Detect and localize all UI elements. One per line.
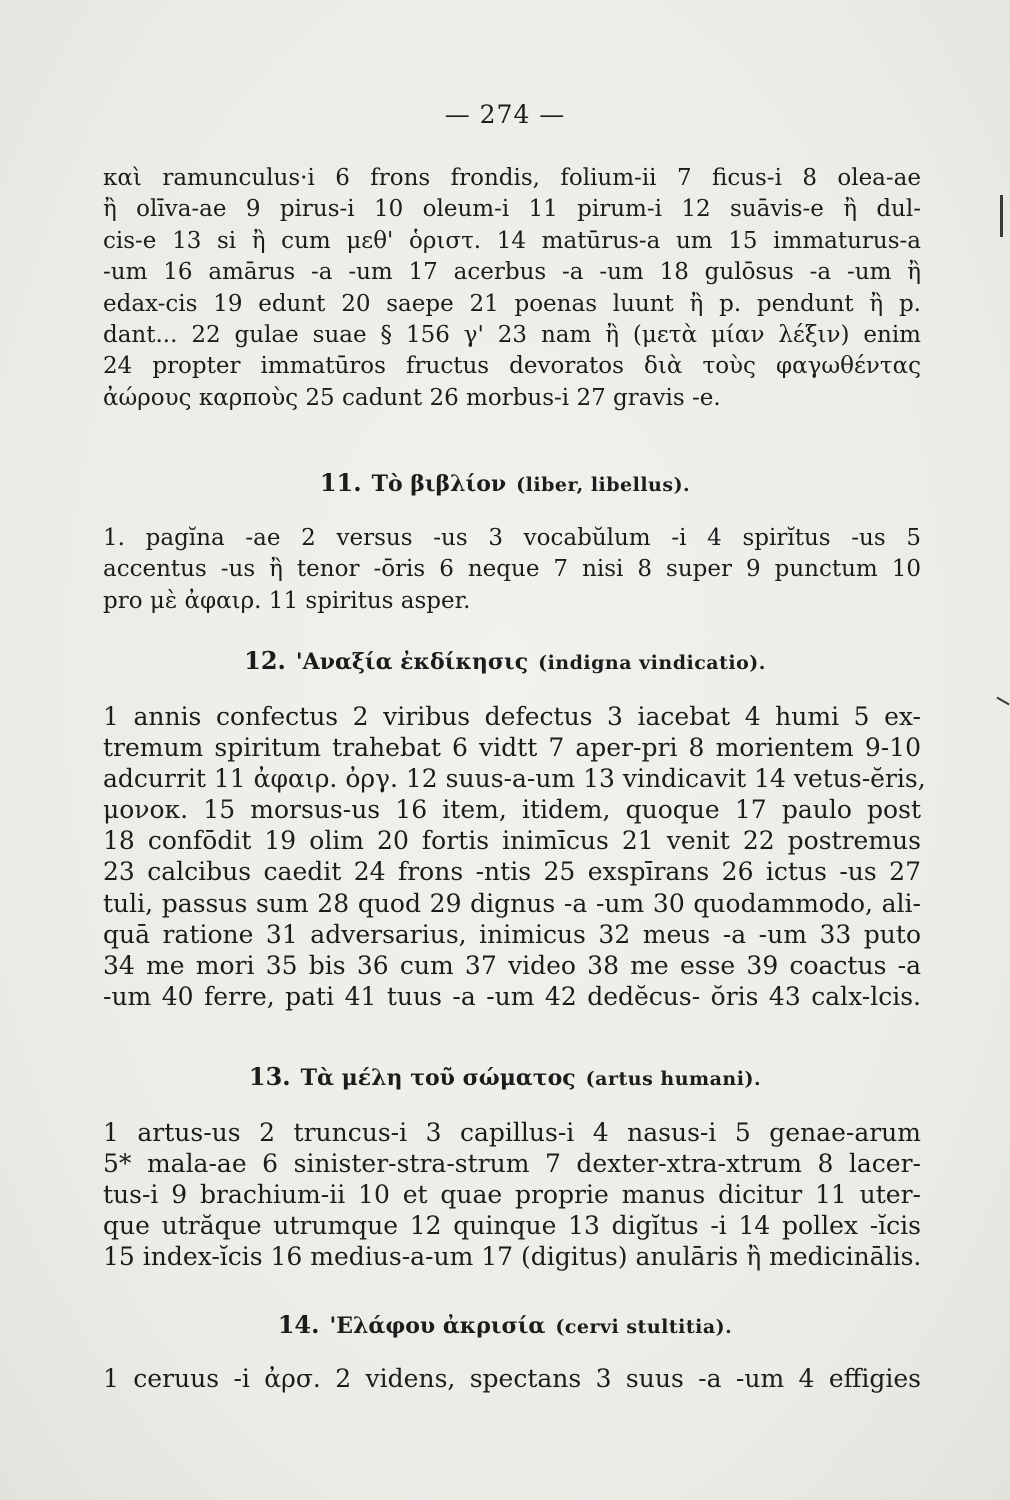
section-title-latin: (cervi stultitia).	[555, 1316, 733, 1338]
section-14-heading	[0, 1310, 1010, 1339]
text-line: adcurrit 11 ἀφαιρ. ὀργ. 12 suus-a-um 13 vindicavit 14 vetus-ĕris,	[103, 764, 926, 794]
text-line: tus-i 9 brachium-ii 10 et quae proprie manus dicitur 11 uter-	[103, 1180, 921, 1210]
text-line: ἀώρους καρποὺς 25 cadunt 26 morbus-i 27 gravis -e.	[103, 384, 721, 411]
text-line: ἢ olīva-ae 9 pirus-i 10 oleum-i 11 pirum-i 12 suāvis-e ἢ dul-	[103, 196, 921, 223]
section-10-text	[103, 163, 921, 414]
text-line: 24 propter immatūros fructus devoratos διὰ τοὺς φαγωθέντας	[103, 353, 921, 380]
section-title-latin: (liber, libellus).	[516, 474, 691, 496]
section-number: 11.	[319, 468, 362, 497]
text-line: que utrăque utrumque 12 quinque 13 digĭtus -i 14 pollex -ĭcis	[103, 1211, 921, 1241]
section-12-text	[103, 701, 926, 1012]
text-line: tremum spiritum trahebat 6 vidtt 7 aper-pri 8 morientem 9-10	[103, 733, 921, 763]
text-line: 1 artus-us 2 truncus-i 3 capillus-i 4 nasus-i 5 genae-arum	[103, 1118, 921, 1147]
text-line: quā ratione 31 adversarius, inimicus 32 meus -a -um 33 puto	[103, 919, 921, 949]
scan-mark	[1000, 195, 1003, 237]
text-line: 18 confōdit 19 olim 20 fortis inimīcus 21 venit 22 postremus	[103, 826, 921, 856]
text-line: -um 40 ferre, pati 41 tuus -a -um 42 dedĕcus- ŏris 43 calx-lcis.	[103, 981, 921, 1011]
section-12-heading	[0, 646, 1010, 675]
section-14-text	[103, 1363, 921, 1394]
text-line: 1 ceruus -i ἀρσ. 2 videns, spectans 3 suus -a -um 4 effigies	[103, 1364, 921, 1393]
text-line: tuli, passus sum 28 quod 29 dignus -a -um 30 quodammodo, ali-	[103, 888, 921, 918]
text-line: 15 index-ĭcis 16 medius-a-um 17 (digitus) anulāris ἢ medicinālis.	[103, 1242, 922, 1272]
text-line: 1 annis confectus 2 viribus defectus 3 iacebat 4 humi 5 ex-	[103, 702, 921, 731]
text-line: pro μὲ ἀφαιρ. 11 spiritus asper.	[103, 587, 471, 614]
text-line: καὶ ramunculus·i 6 frons frondis, folium-ii 7 ficus-i 8 olea-ae	[103, 165, 921, 191]
text-line: 23 calcibus caedit 24 frons -ntis 25 exspīrans 26 ictus -us 27	[103, 857, 921, 887]
text-line: μονοκ. 15 morsus-us 16 item, itidem, quoque 17 paulo post	[103, 795, 921, 825]
section-number: 14.	[277, 1310, 320, 1339]
text-line: -um 16 amārus -a -um 17 acerbus -a -um 18 gulōsus -a -um ἢ	[103, 259, 921, 286]
section-title-latin: (artus humani).	[585, 1068, 762, 1090]
section-11-text	[103, 523, 921, 617]
section-13-text	[103, 1117, 921, 1272]
section-title-greek: 'Αναξία ἐκδίκησις	[295, 649, 529, 675]
section-title-latin: (indigna vindicatio).	[538, 652, 766, 674]
text-line: 5* mala-ae 6 sinister-stra-strum 7 dexter-xtra-xtrum 8 lacer-	[103, 1149, 921, 1179]
section-13-heading	[0, 1062, 1010, 1091]
section-title-greek: Τὸ βιβλίον	[371, 471, 507, 497]
section-title-greek: 'Ελάφου ἀκρισία	[329, 1313, 546, 1339]
section-number: 12.	[244, 646, 286, 675]
text-line: edax-cis 19 edunt 20 saepe 21 poenas luunt ἢ p. pendunt ἢ p.	[103, 290, 921, 317]
section-title-greek: Τὰ μέλη τοῦ σώματος	[300, 1065, 576, 1091]
page-number: — 274 —	[444, 100, 566, 129]
section-11-heading	[0, 468, 1010, 497]
text-line: 1. pagĭna -ae 2 versus -us 3 vocabŭlum -i 4 spirĭtus -us 5	[103, 525, 921, 551]
text-line: 34 me mori 35 bis 36 cum 37 video 38 me esse 39 coactus -a	[103, 950, 921, 980]
text-line: cis-e 13 si ἢ cum μεθ' ὁριστ. 14 matūrus-a um 15 immaturus-a	[103, 227, 921, 254]
section-number: 13.	[248, 1062, 291, 1091]
text-line: accentus -us ἢ tenor -ōris 6 neque 7 nisi 8 super 9 punctum 10	[103, 556, 921, 583]
text-line: dant... 22 gulae suae § 156 γ' 23 nam ἢ (μετὰ μίαν λέξιν) enim	[103, 321, 921, 348]
scan-mark	[996, 697, 1009, 706]
